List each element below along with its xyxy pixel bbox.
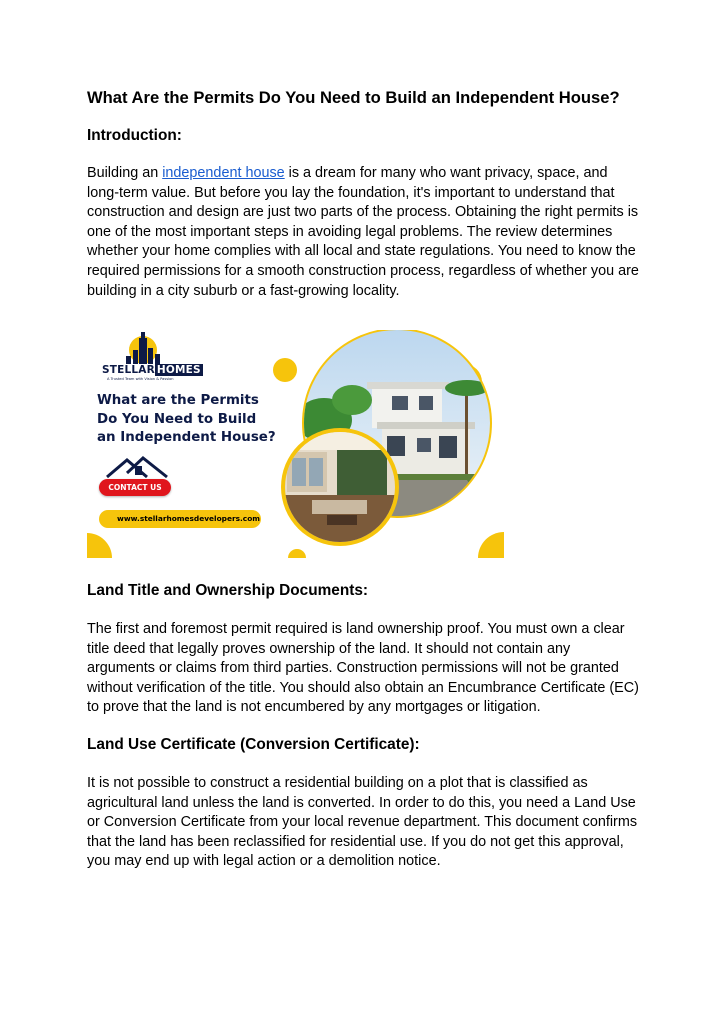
section-heading-land-use: Land Use Certificate (Conversion Certificate): (87, 735, 420, 753)
intro-block (87, 86, 642, 301)
banner-title-line-3: an Independent House? (97, 430, 276, 445)
banner-tagline: A Trusted Team with Vision & Passion (107, 377, 174, 381)
brand-left: STELLAR (102, 364, 155, 376)
banner-title (97, 392, 276, 448)
independent-house-link[interactable]: independent house (162, 165, 285, 181)
banner-brand (102, 364, 203, 376)
section-body-land-use: It is not possible to construct a residential building on a plot that is classified as agricultural land unless the land is converted. In order to do this, you need a Land Use or Conversion Certificate from your local revenue department. This document confirms that the land has been reclassified for residential use. If you do not get this approval, you may end up with legal action or a demolition notice. (87, 774, 638, 870)
intro-paragraph (87, 164, 642, 301)
contact-us-button[interactable]: CONTACT US (99, 479, 171, 496)
sections-block (87, 580, 642, 872)
section-body-land-title: The first and foremost permit required is land ownership proof. You must own a clear title deed that legally proves ownership of the land. It should not contain any arguments or claims from third parties. Construction permissions will not be granted without verification of the title. You should also obtain an Encumbrance Certificate (EC) to prove that the land is not encumbered by any mortgages or litigation. (87, 621, 639, 716)
intro-text-start: Building an (87, 165, 163, 181)
intro-text-rest: is a dream for many who want privacy, space, and long-term value. But before you lay the foundation, it's important to understand that construction and design are just two parts of the process. Obtaining the right permits is one of the most important steps in avoiding legal problems. The review determines whether your home complies with all local and state regulations. You need to know the required permissions for a smooth construction process, regardless of whether you are building in a city suburb or a fast-growing locality. (87, 165, 639, 299)
page-title: What Are the Permits Do You Need to Build an Independent House? (87, 88, 620, 107)
website-badge: www.stellarhomesdevelopers.com (99, 510, 261, 528)
banner-title-line-1: What are the Permits (97, 393, 259, 408)
brand-right: HOMES (156, 364, 201, 376)
banner-title-line-2: Do You Need to Build (97, 411, 257, 427)
section-heading-land-title: Land Title and Ownership Documents: (87, 582, 369, 599)
intro-heading: Introduction: (87, 127, 182, 144)
